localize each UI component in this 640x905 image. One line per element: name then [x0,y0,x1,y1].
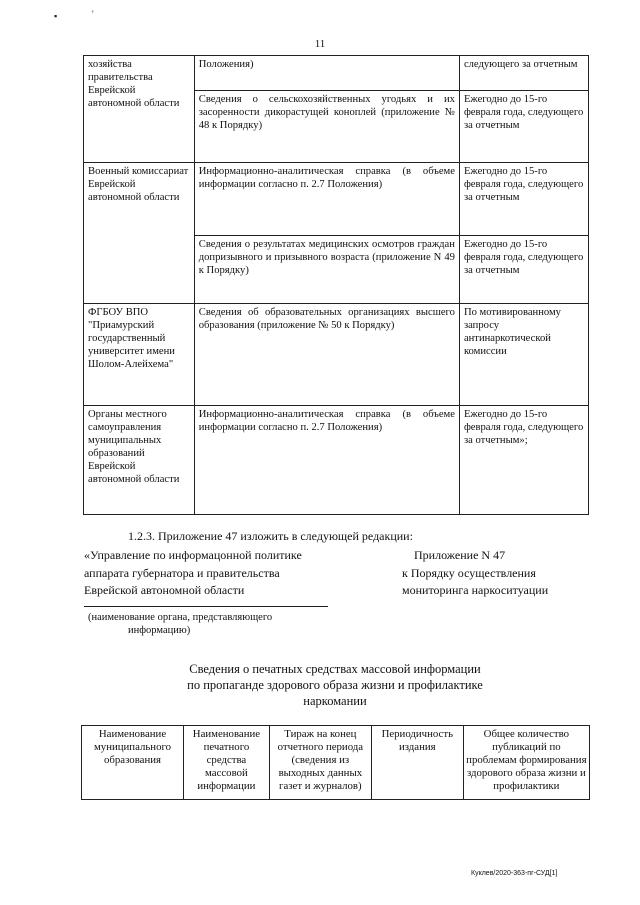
scan-mark: ' [92,9,94,19]
column-header: Периодичность издания [371,726,463,800]
info-cell: Информационно-аналитическая справка (в объеме информации согласно п. 2.7 Положения) [194,406,459,515]
table-header-row [82,726,590,800]
page-number: 11 [314,38,326,50]
info-cell: Сведения о результатах медицинских осмотров граждан допризывного и призывного возраста (приложение N 49 к Порядку) [194,236,459,304]
deadline-cell: Ежегодно до 15-го февраля года, следующего за отчетным [459,163,588,236]
info-cell: Информационно-аналитическая справка (в объеме информации согласно п. 2.7 Положения) [194,163,459,236]
table-row [84,304,589,406]
table-row [84,56,589,91]
title-line: Сведения о печатных средствах массовой информации [189,662,481,676]
organ-caption [88,611,328,637]
appendix-ref-line: к Порядку осуществления [402,566,536,580]
org-cell: хозяйства правительства Еврейской автономной области [84,56,195,163]
table-row [84,163,589,236]
amendment-paragraph: 1.2.3. Приложение 47 изложить в следующей редакции: [128,529,413,543]
scan-mark: ▪ [54,11,58,21]
organ-name-line: аппарата губернатора и правительства [84,566,280,580]
column-header: Наименование печатного средства массовой информации [184,726,270,800]
appendix-ref-line: мониторинга наркоситуации [402,583,549,597]
signature-underline [84,606,328,607]
info-cell: Положения) [194,56,459,91]
caption-line: (наименование органа, представляющего [88,612,273,623]
title-line: наркомании [303,694,367,708]
document-footer: Куклев/2020-363-пг-СУД[1] [471,870,558,877]
deadline-cell: Ежегодно до 15-го февраля года, следующего за отчетным [459,91,588,163]
caption-line: информацию) [128,625,191,636]
title-line: по пропаганде здорового образа жизни и профилактике [187,678,483,692]
deadline-cell: По мотивированному запросу антинаркотической комиссии [459,304,588,406]
column-header: Наименование муниципального образования [82,726,184,800]
organ-name-line: «Управление по информацонной политике [84,548,302,562]
org-cell: ФГБОУ ВПО "Приамурский государственный университет имени Шолом-Алейхема" [84,304,195,406]
media-table [81,725,590,800]
column-header: Общее количество публикаций по проблемам формирования здорового образа жизни и профилактики [463,726,589,800]
table-row [84,406,589,515]
column-header: Тираж на конец отчетного периода (сведения из выходных данных газет и журналов) [269,726,371,800]
org-cell: Органы местного самоуправления муниципальных образований Еврейской автономной области [84,406,195,515]
section-title [120,661,550,709]
monitoring-table [83,55,589,515]
organ-name-line: Еврейской автономной области [84,583,245,597]
deadline-cell: следующего за отчетным [459,56,588,91]
appendix-ref-line: Приложение N 47 [414,548,506,562]
info-cell: Сведения о сельскохозяйственных угодьях и их засоренности дикорастущей коноплей (приложение № 48 к Порядку) [194,91,459,163]
deadline-cell: Ежегодно до 15-го февраля года, следующего за отчетным»; [459,406,588,515]
org-cell: Военный комиссариат Еврейской автономной области [84,163,195,304]
info-cell: Сведения об образовательных организациях высшего образования (приложение № 50 к Порядку) [194,304,459,406]
deadline-cell: Ежегодно до 15-го февраля года, следующего за отчетным [459,236,588,304]
